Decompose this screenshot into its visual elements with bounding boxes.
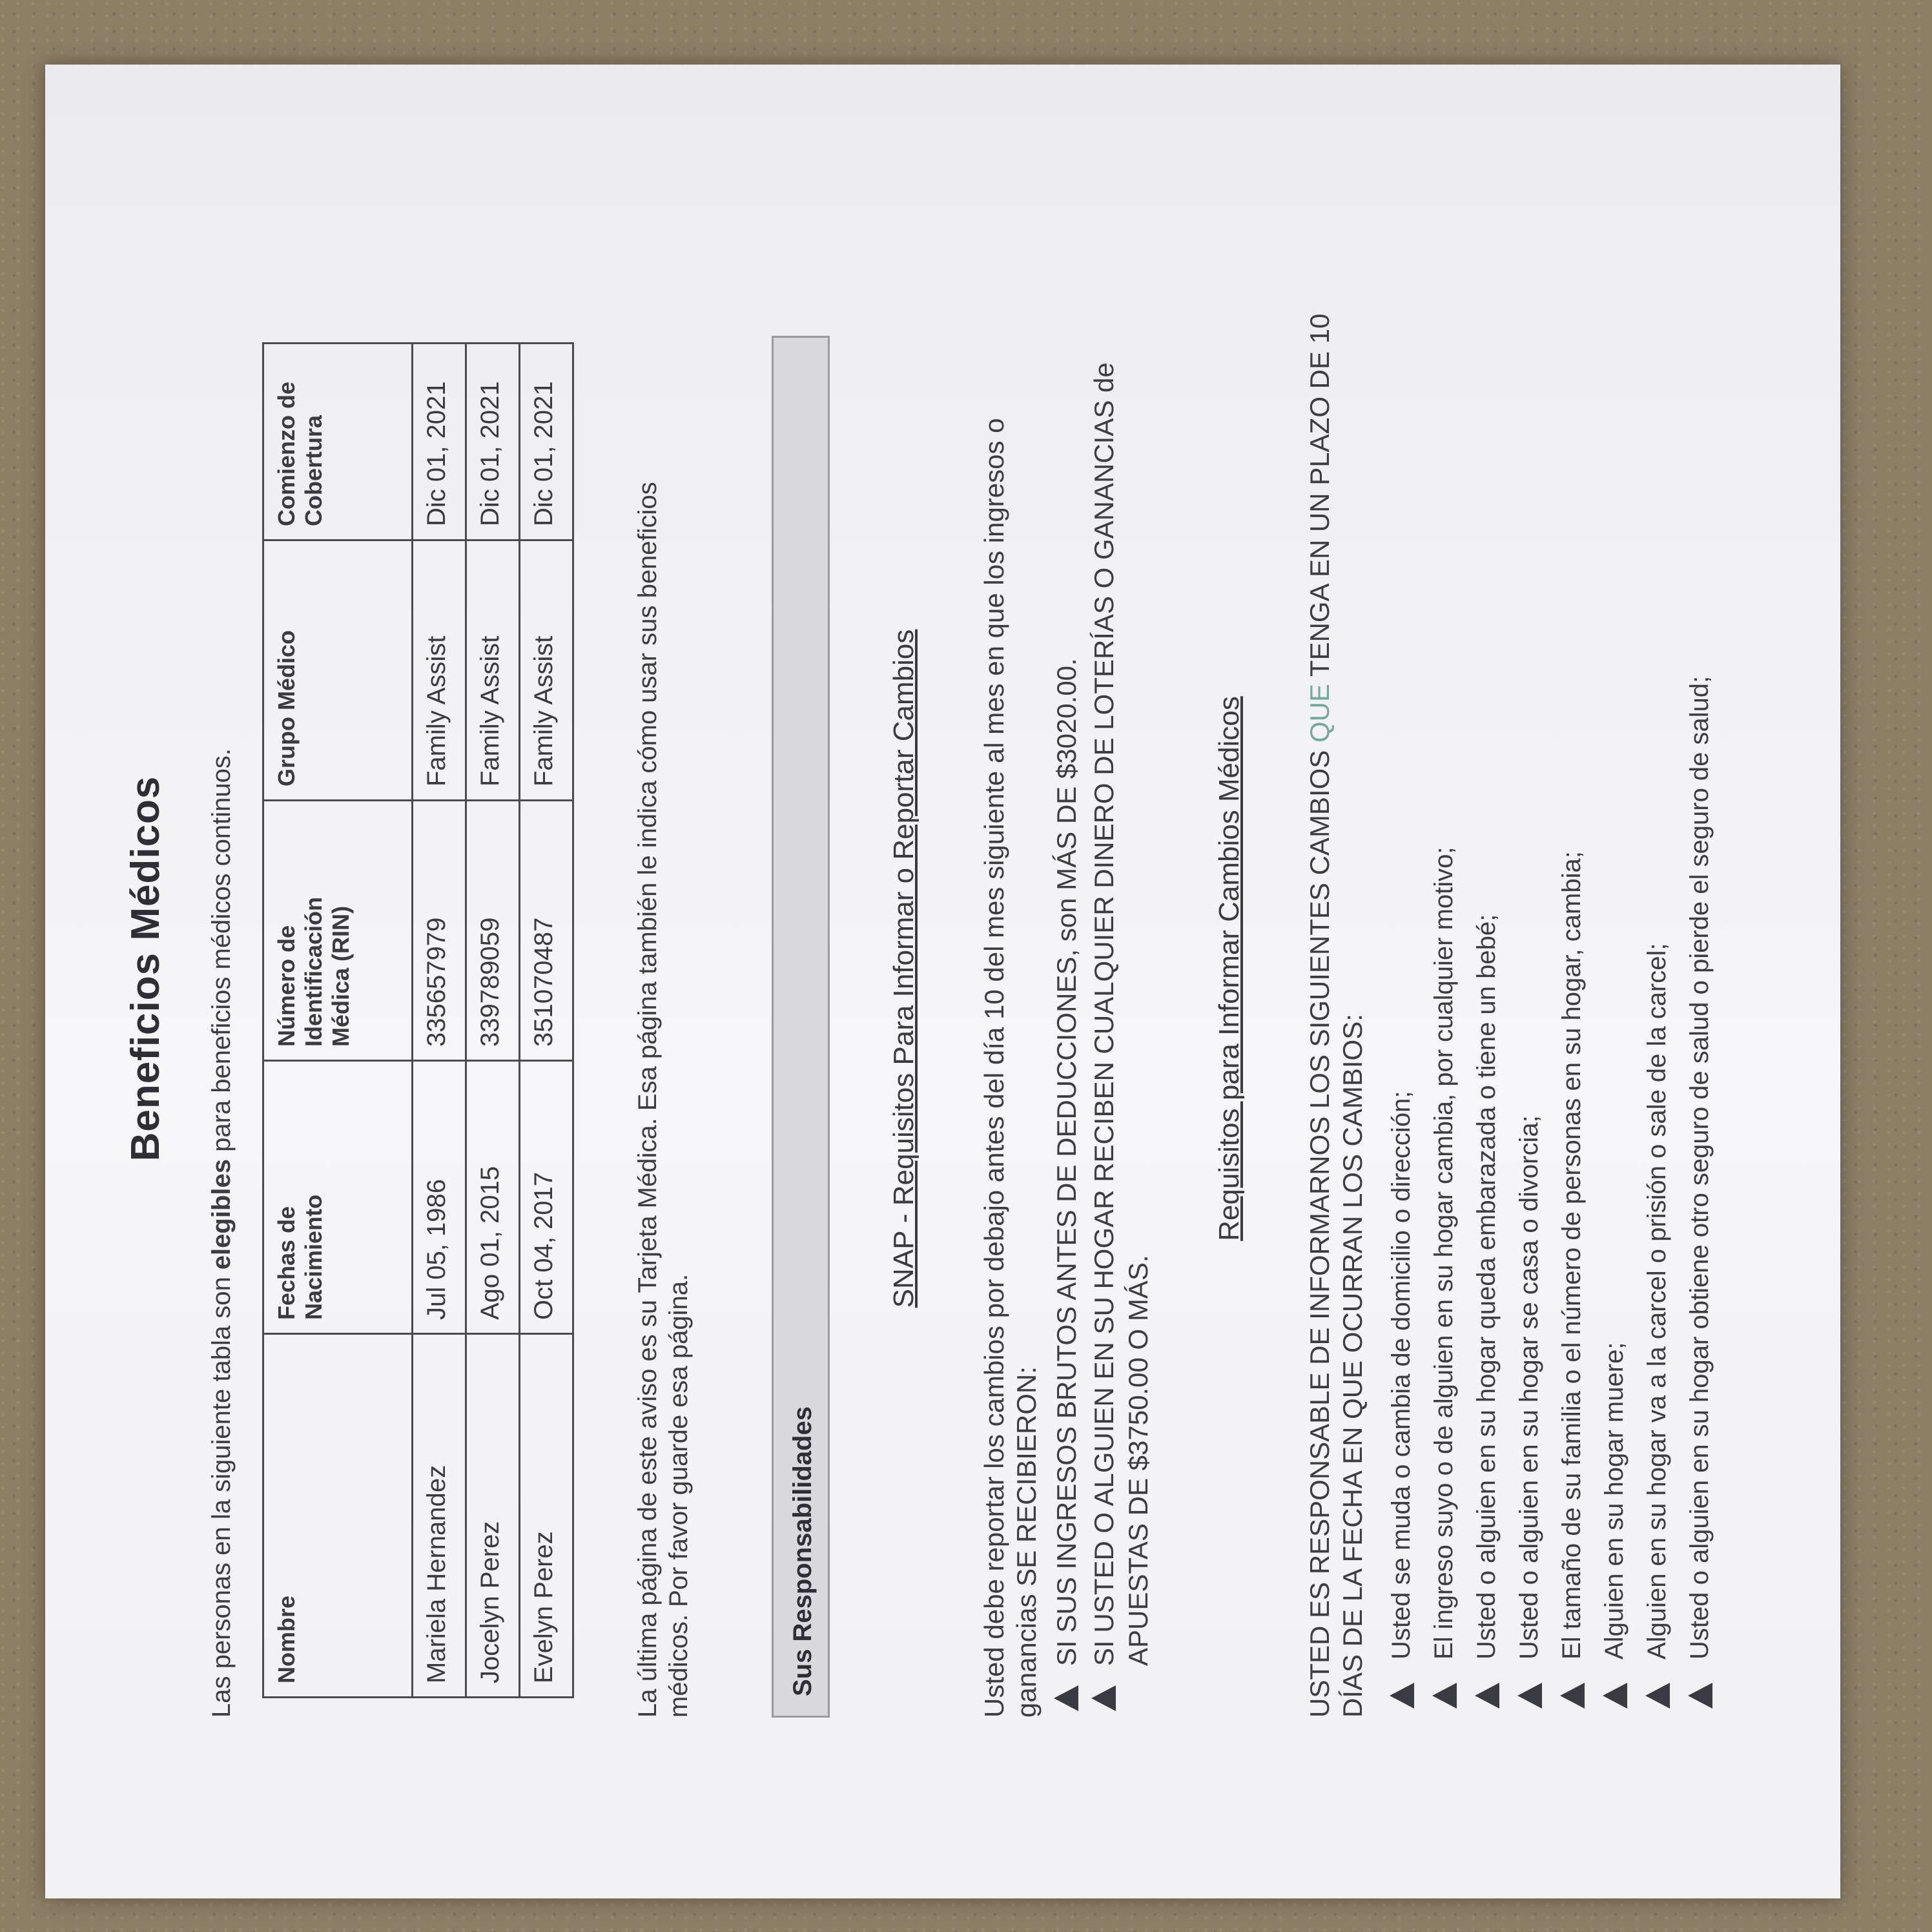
cell-rin: 351070487 <box>520 801 573 1061</box>
list-item <box>1087 278 1155 1718</box>
arrow-up-icon <box>1475 1683 1499 1709</box>
cell-rin: 339789059 <box>466 801 520 1061</box>
cell-cobertura: Dic 01, 2021 <box>520 344 573 540</box>
change-text: El ingreso suyo o de alguien en su hogar cambia, por cualquier motivo; <box>1430 847 1459 1660</box>
arrow-up-icon <box>1054 1685 1078 1711</box>
table-row <box>413 344 466 1698</box>
header-nombre: Nombre <box>263 1334 413 1698</box>
arrow-up-icon <box>1688 1683 1712 1709</box>
header-rin: Número de Identificación Médica (RIN) <box>263 801 413 1061</box>
caps-after: TENGA EN UN PLAZO DE 10 DÍAS DE LA FECHA EN QUE OCURRAN LOS CAMBIOS: <box>1304 313 1368 1718</box>
caps-before: USTED ES RESPONSABLE DE INFORMARNOS LOS SIGUIENTES CAMBIOS <box>1304 743 1335 1718</box>
intro-bold: elegibles <box>207 1158 236 1270</box>
table-header-row <box>263 344 413 1698</box>
list-item <box>1474 194 1499 1718</box>
document-page <box>45 65 1840 1898</box>
list-item <box>1431 194 1457 1718</box>
change-text: Usted o alguien en su hogar se casa o divorcia; <box>1515 1115 1544 1660</box>
arrow-up-icon <box>1390 1683 1414 1709</box>
list-item <box>1601 194 1627 1718</box>
change-text: Alguien en su hogar va a la carcel o prisión o sale de la carcel; <box>1643 943 1672 1660</box>
snap-heading: SNAP - Requisitos Para Informar o Reportar Cambios <box>888 629 920 1308</box>
cell-cobertura: Dic 01, 2021 <box>413 344 466 540</box>
change-text: Usted o alguien en su hogar obtiene otro seguro de salud o pierde el seguro de salud; <box>1685 675 1714 1660</box>
cell-nombre: Evelyn Perez <box>520 1334 573 1698</box>
header-cobertura: Comienzo de Cobertura <box>263 344 413 540</box>
snap-item-text: SI SUS INGRESOS BRUTOS ANTES DE DEDUCCIONES, son MÁS DE $3020.00. <box>1051 658 1082 1666</box>
change-text: El tamaño de su familia o el número de personas en su hogar, cambia; <box>1557 851 1587 1660</box>
cell-grupo: Family Assist <box>413 540 466 801</box>
cell-grupo: Family Assist <box>466 540 520 801</box>
list-item <box>1687 194 1712 1718</box>
table-row <box>520 344 573 1698</box>
page-title: Beneficios Médicos <box>123 776 168 1162</box>
medical-changes-heading: Requisitos para Informar Cambios Médicos <box>1213 696 1246 1241</box>
document-content <box>123 194 1729 1743</box>
cell-nombre: Jocelyn Perez <box>466 1334 520 1698</box>
cell-cobertura: Dic 01, 2021 <box>466 344 520 540</box>
list-item <box>1559 194 1585 1718</box>
header-fechas: Fechas de Nacimiento <box>263 1061 413 1334</box>
cell-fecha: Jul 05, 1986 <box>413 1061 466 1334</box>
snap-list <box>1050 194 1156 1718</box>
snap-paragraph: Usted debe reportar los cambios por debajo antes del día 10 del mes siguiente al mes en que los ingresos o ganancias SE RECIBIERON: <box>979 418 1042 1718</box>
table-row <box>466 344 520 1698</box>
eligibility-table <box>262 342 574 1698</box>
responsibility-paragraph <box>1304 297 1369 1718</box>
intro-before: Las personas en la siguiente tabla son <box>207 1269 236 1718</box>
intro-text <box>207 194 236 1718</box>
arrow-up-icon <box>1603 1683 1627 1709</box>
cell-fecha: Oct 04, 2017 <box>520 1061 573 1334</box>
change-text: Alguien en su hogar muere; <box>1600 1342 1629 1660</box>
list-item <box>1388 194 1414 1718</box>
arrow-up-icon <box>1091 1685 1116 1711</box>
medical-card-note: La última página de este aviso es su Tarjeta Médica. Esa página también le indica cómo usar sus beneficios médicos. Por favor guarde esa página. <box>633 482 693 1718</box>
intro-after: para beneficios médicos continuos. <box>207 748 236 1159</box>
responsibilities-banner: Sus Responsabilidades <box>772 336 830 1718</box>
cell-fecha: Ago 01, 2015 <box>466 1061 520 1334</box>
cell-grupo: Family Assist <box>520 540 573 801</box>
list-item <box>1644 194 1670 1718</box>
list-item <box>1050 278 1084 1718</box>
change-text: Usted o alguien en su hogar queda embarazada o tiene un bebé; <box>1472 914 1501 1660</box>
arrow-up-icon <box>1517 1683 1542 1709</box>
cell-rin: 335657979 <box>413 801 466 1061</box>
arrow-up-icon <box>1645 1683 1670 1709</box>
arrow-up-icon <box>1560 1683 1585 1709</box>
list-item <box>1516 194 1542 1718</box>
changes-list <box>1388 194 1712 1718</box>
caps-highlight: QUE <box>1304 684 1335 743</box>
arrow-up-icon <box>1432 1683 1457 1709</box>
cell-nombre: Mariela Hernandez <box>413 1334 466 1698</box>
header-grupo: Grupo Médico <box>263 540 413 801</box>
change-text: Usted se muda o cambia de domicilio o dirección; <box>1387 1091 1416 1660</box>
snap-item-text: SI USTED O ALGUIEN EN SU HOGAR RECIBEN CUALQUIER DINERO DE LOTERÍAS O GANANCIAS de APUESTAS DE $3750.00 O MÁS. <box>1089 362 1153 1666</box>
